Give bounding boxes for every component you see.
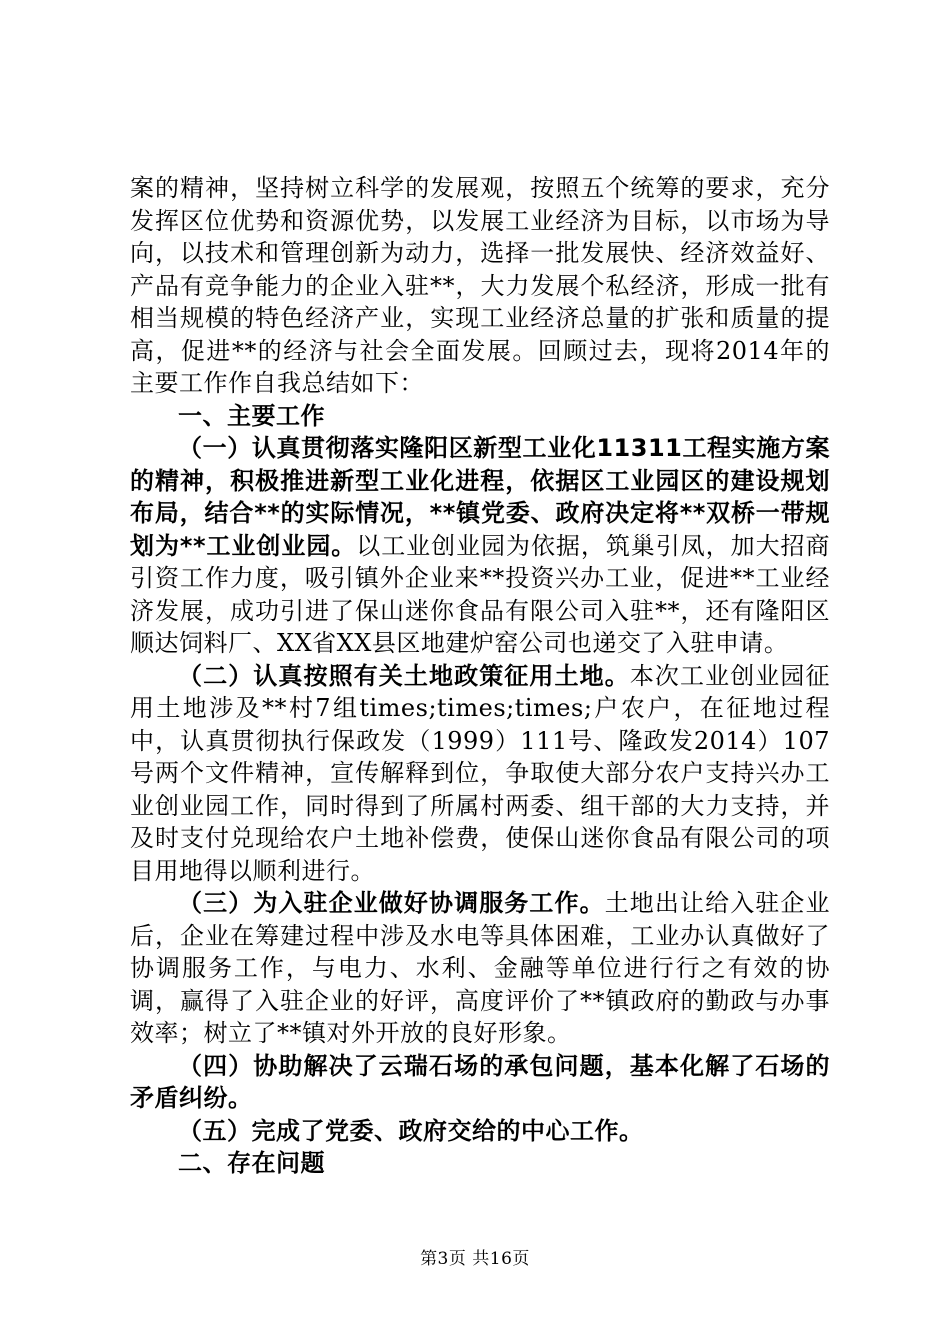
intro-paragraph: 案的精神，坚持树立科学的发展观，按照五个统筹的要求，充分发挥区位优势和资源优势，以发展工业经济为目标，以市场为导向，以技术和管理创新为动力，选择一批发展快、经济效益好、产品有竞争能力的企业入驻**，大力发展个私经济，形成一批有相当规模的特色经济产业，实现工业经济总量的扩张和质量的提高，促进**的经济与社会全面发展。回顾过去，现将2014年的主要工作作自我总结如下： xyxy=(130,174,830,397)
item-text-2: 本次工业创业园征用土地涉及**村7组times;times;times;户农户，在征地过程中，认真贯彻执行保政发（1999）111号、隆政发2014）107号两个文件精神，宣传解释到位，争取使大部分农户支持兴办工业创业园工作，同时得到了所属村两委、组干部的大力支持，并及时支付兑现给农户土地补偿费，使保山迷你食品有限公司的项目用地得以顺利进行。 xyxy=(130,661,831,885)
item-text-3: 土地出让给入驻企业后，企业在筹建过程中涉及水电等具体困难，工业办认真做好了协调服务工作，与电力、水利、金融等单位进行行之有效的协调，赢得了入驻企业的好评，高度评价了**镇政府的勤政与办事效率；树立了**镇对外开放的良好形象。 xyxy=(130,889,831,1047)
page-number-footer: 第3页 共16页 xyxy=(420,1249,530,1269)
item-lead-4: （四）协助解决了云瑞石场的承包问题，基本化解了石场的矛盾纠纷。 xyxy=(130,1051,830,1112)
item-lead-3: （三）为入驻企业做好协调服务工作。 xyxy=(178,889,605,917)
section-heading-problems: 二、存在问题 xyxy=(178,1149,325,1177)
section-heading-main-work: 一、主要工作 xyxy=(178,401,325,430)
item-lead-5: （五）完成了党委、政府交给的中心工作。 xyxy=(178,1116,644,1145)
item-paragraph-3 xyxy=(130,887,830,1050)
item-text-1: 以工业创业园为依据，筑巢引凤，加大招商引资工作力度，吸引镇外企业来**投资兴办工业，促进**工业经济发展，成功引进了保山迷你食品有限公司入驻**，还有隆阳区顺达饲料厂、XX省XX县区地建炉窑公司也递交了入驻申请。 xyxy=(130,531,830,657)
item-paragraph-1 xyxy=(130,432,830,660)
item-paragraph-2 xyxy=(130,660,830,888)
item-lead-1: （一）认真贯彻落实隆阳区新型工业化11311工程实施方案的精神，积极推进新型工业化进程，依据区工业园区的建设规划布局，结合**的实际情况，**镇党委、政府决定将**双桥一带规划为**工业创业园。 xyxy=(130,434,830,560)
document-body xyxy=(130,172,830,1180)
item-paragraph-4 xyxy=(130,1050,830,1115)
item-lead-2: （二）认真按照有关土地政策征用土地。 xyxy=(178,661,630,690)
item-paragraph-5 xyxy=(130,1115,830,1148)
